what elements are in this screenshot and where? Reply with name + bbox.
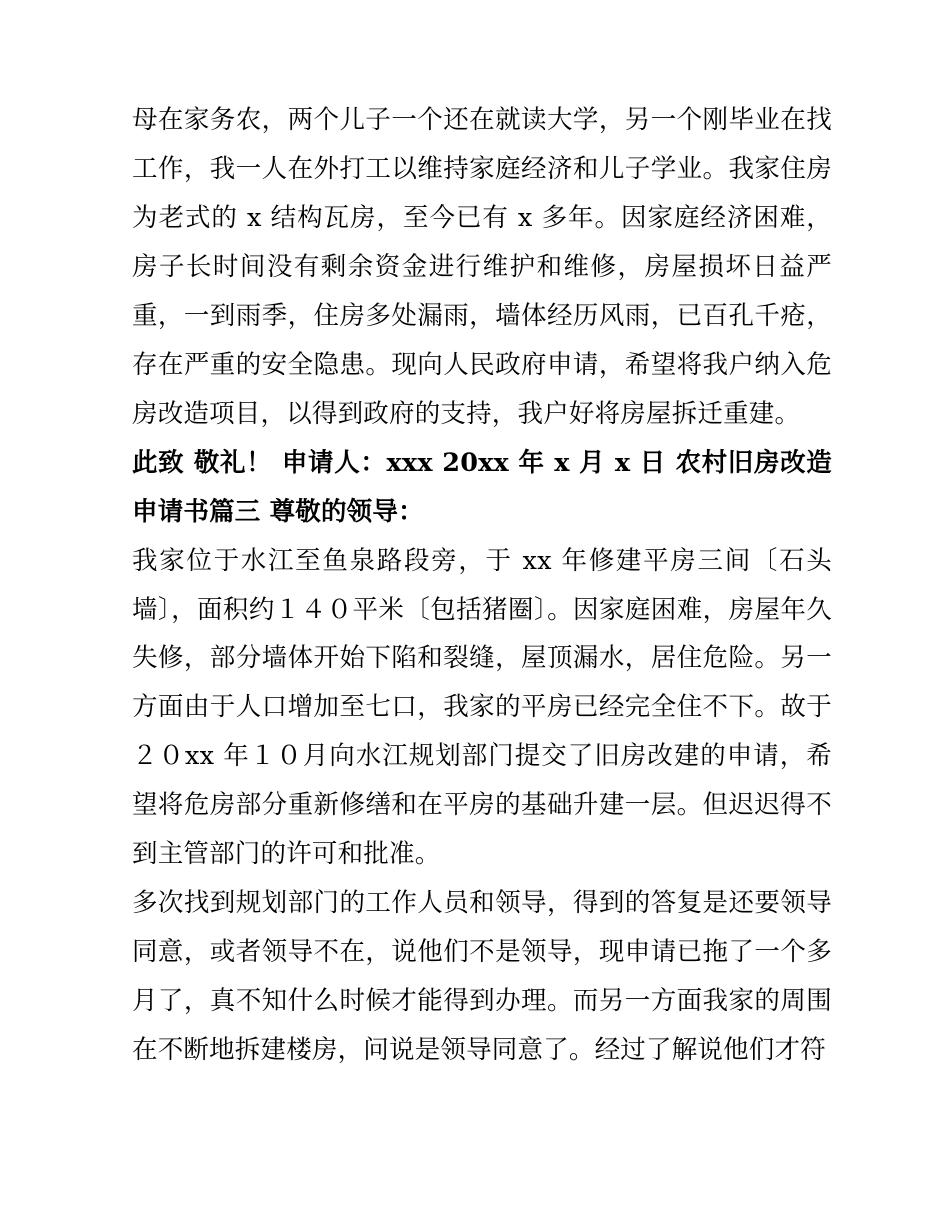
paragraph-4: 多次找到规划部门的工作人员和领导，得到的答复是还要领导同意，或者领导不在，说他们不是领导，现申请已拖了一个多月了，真不知什么时候才能得到办理。而另一方面我家的周围在不断地拆建楼房，问说是领导同意了。经过了解说他们才符 — [132, 888, 832, 1066]
paragraph-3: 我家位于水江至鱼泉路段旁，于 xx 年修建平房三间〔石头墙〕，面积约１４０平米〔包括猪圈〕。因家庭困难，房屋年久失修，部分墙体开始下陷和裂缝，屋顶漏水，居住危险。另一方面由于人口增加至七口，我家的平房已经完全住不下。故于２０xx 年１０月向水江规划部门提交了旧房改建的申请，希望将危房部分重新修缮和在平房的基础升建一层。但迟迟得不到主管部门的许可和批准。 — [132, 545, 832, 870]
paragraph-2: 此致 敬礼！ 申请人：xxx 20xx 年 x 月 x 日 农村旧房改造申请书篇三 尊敬的领导： — [132, 447, 832, 527]
document-body — [132, 96, 832, 1075]
paragraph-1: 母在家务农，两个儿子一个还在就读大学，另一个刚毕业在找工作，我一人在外打工以维持家庭经济和儿子学业。我家住房为老式的 x 结构瓦房，至今已有 x 多年。因家庭经济困难，房子长时间没有剩余资金进行维护和维修，房屋损坏日益严重，一到雨季，住房多处漏雨，墙体经历风雨，已百孔千疮，存在严重的安全隐患。现向人民政府申请，希望将我户纳入危房改造项目，以得到政府的支持，我户好将房屋拆迁重建。 — [132, 105, 832, 429]
